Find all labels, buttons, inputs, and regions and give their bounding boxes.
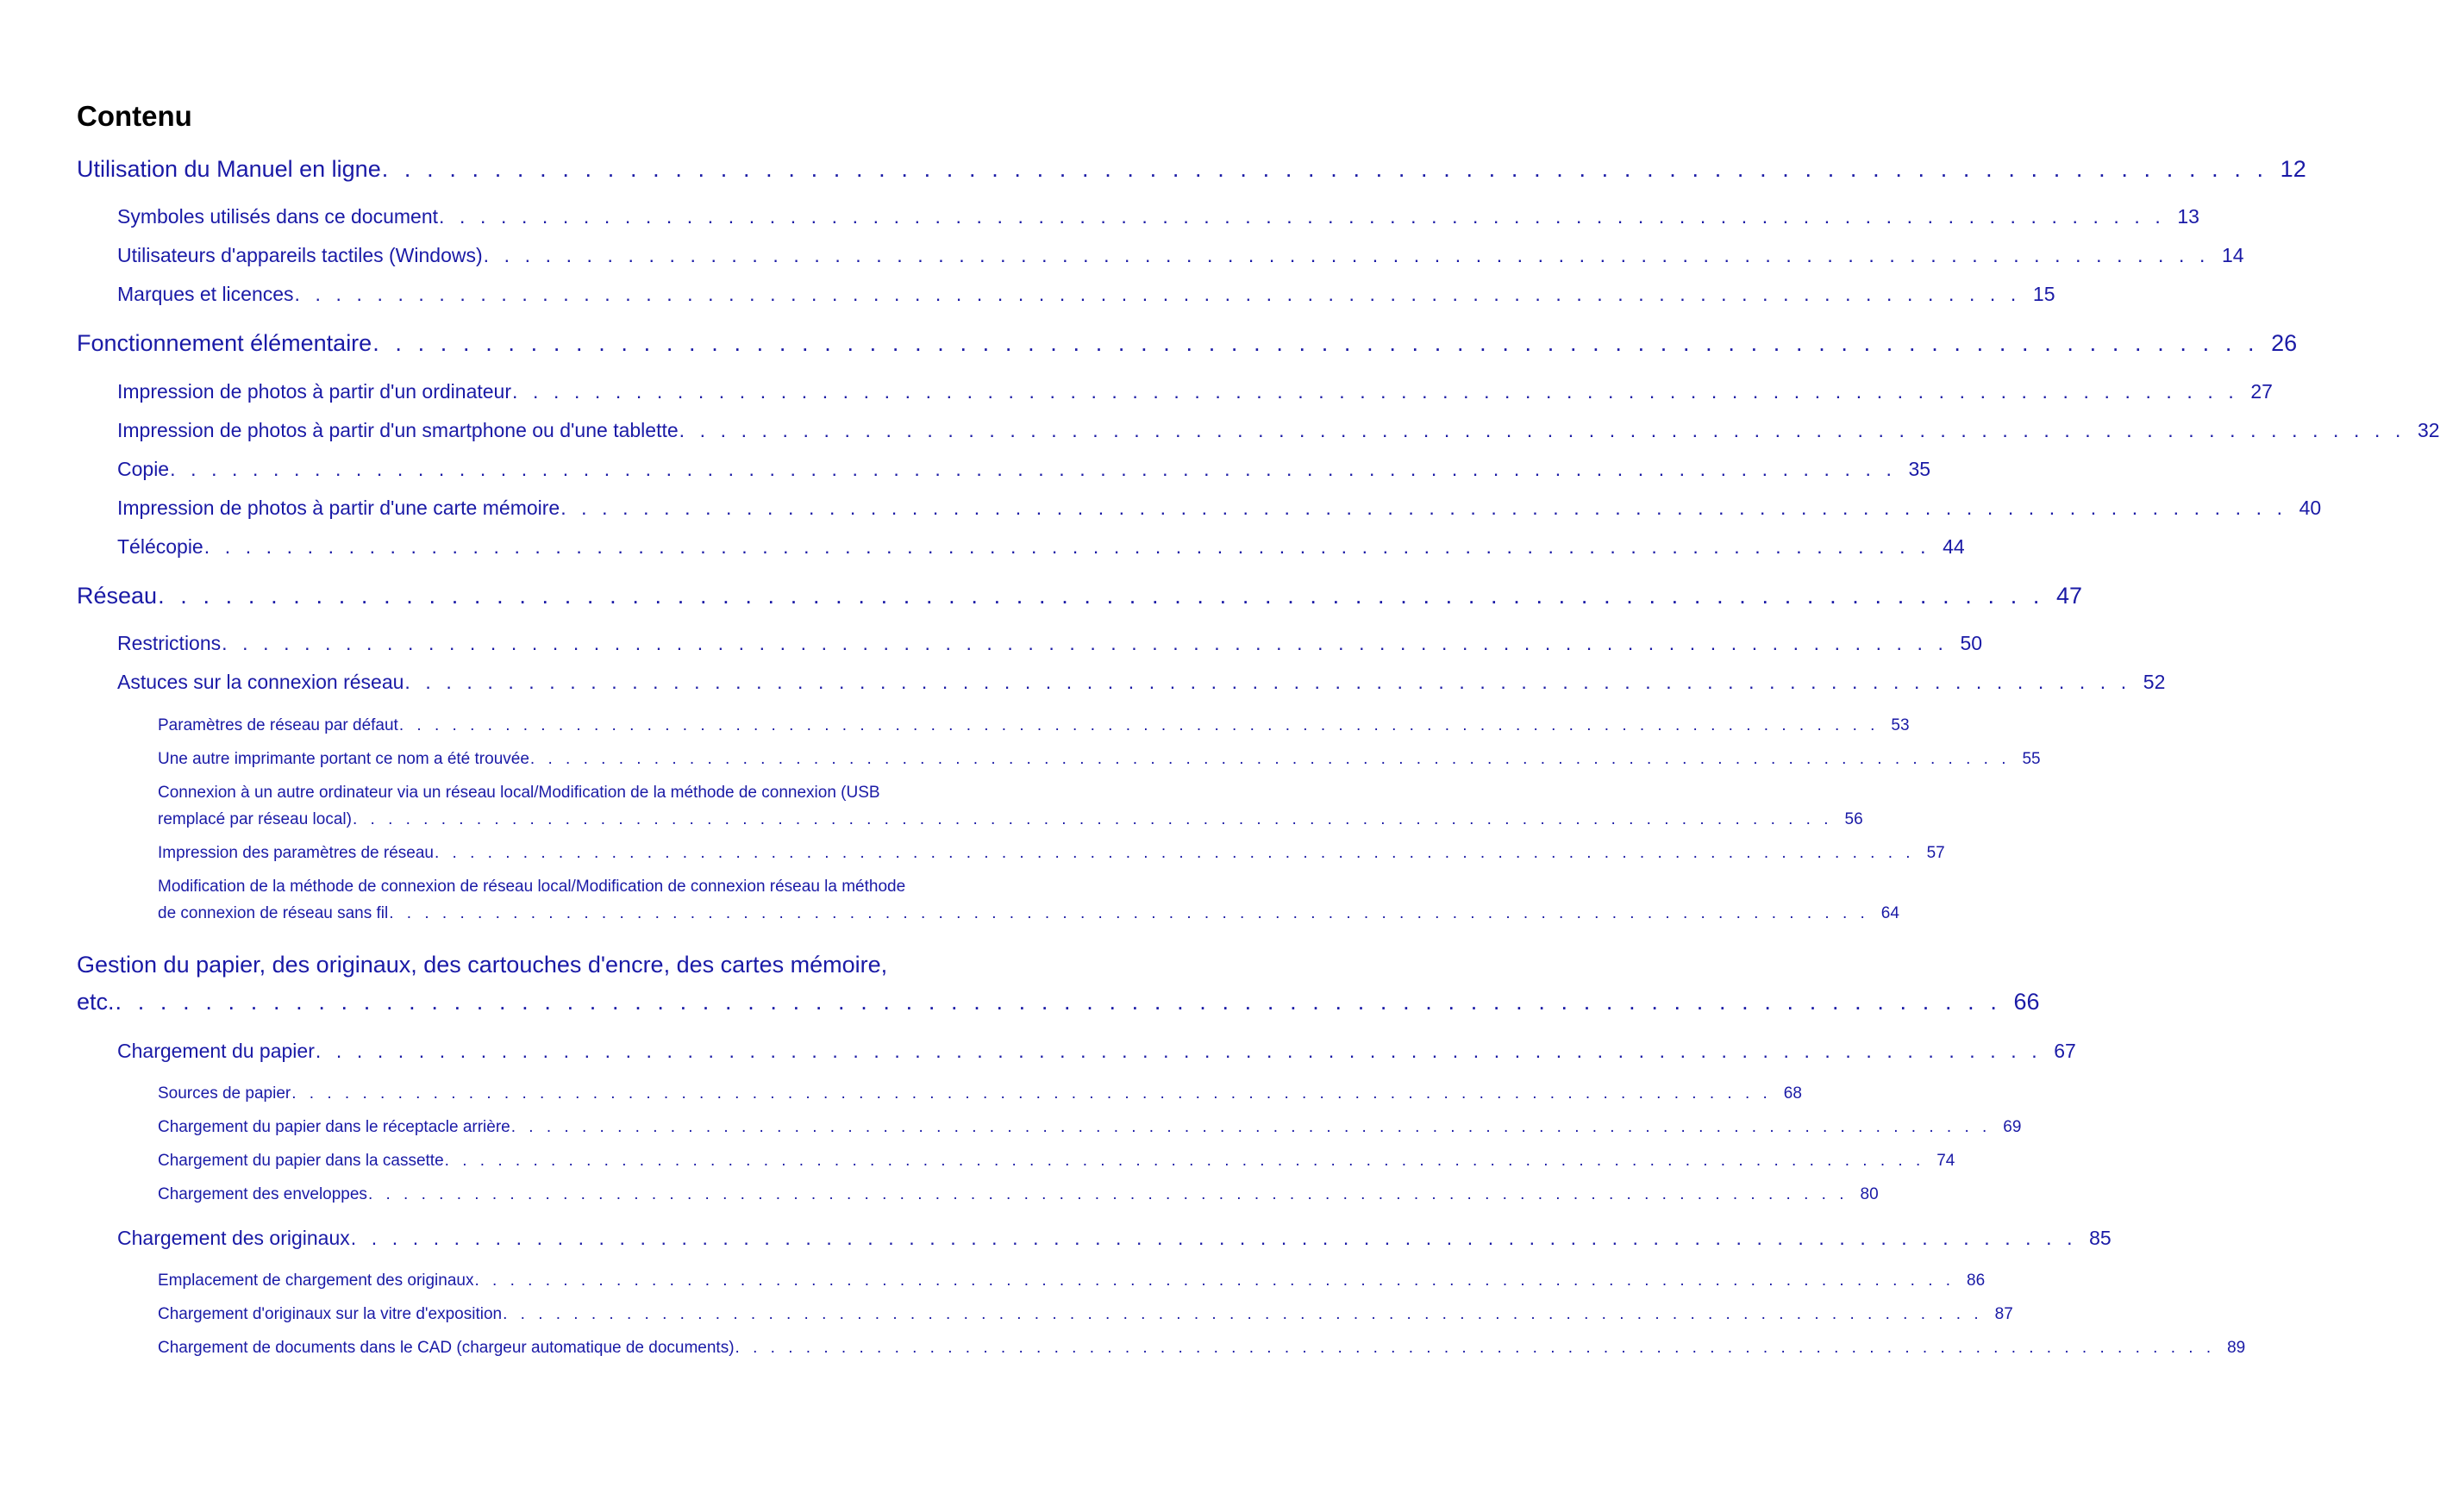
toc-entry-modification-methode-line1[interactable]: Modification de la méthode de connexion de réseau local/Modification de connexion réseau la méthode bbox=[158, 878, 906, 896]
toc-page-number: 50 bbox=[1960, 632, 1983, 654]
toc-page-number: 67 bbox=[2054, 1040, 2076, 1062]
toc-entry-gestion-papier-line1[interactable]: Gestion du papier, des originaux, des cartouches d'encre, des cartes mémoire, bbox=[77, 952, 888, 978]
toc-entry-symboles[interactable] bbox=[117, 205, 2199, 228]
toc-entry-label: remplacé par réseau local) bbox=[158, 810, 352, 828]
toc-entry-label: Chargement des enveloppes bbox=[158, 1185, 367, 1203]
toc-entry-copie[interactable] bbox=[117, 458, 1931, 481]
toc-entry-label: Chargement du papier bbox=[117, 1040, 315, 1062]
toc-entry-label: Impression de photos à partir d'une carte mémoire bbox=[117, 497, 560, 519]
toc-entry-photos-smartphone[interactable] bbox=[117, 419, 2440, 442]
toc-entry-label: Copie bbox=[117, 458, 170, 480]
toc-leader-dots: . . . . . . . . . . . . . . . . . . . . . . . . . . . . . . . . . . . . . . . . . . . . . . . . . . . . . . . . . . . . . . . . . . . . . . . . . . . . . . . . . . . . bbox=[439, 205, 2166, 228]
toc-leader-dots: . . . . . . . . . . . . . . . . . . . . . . . . . . . . . . . . . . . . . . . . . . . . . . . . . . . . . . . . . . . . . . . . . . . . . . . . . . . . . . . . . . . . bbox=[389, 904, 1869, 922]
toc-leader-dots: . . . . . . . . . . . . . . . . . . . . . . . . . . . . . . . . . . . . . . . . . . . . . . . . . . . . . . . . . . . . . . . . . . . . . . . . . . . . . . . . . . . . bbox=[510, 1118, 1992, 1136]
toc-leader-dots: . . . . . . . . . . . . . . . . . . . . . . . . . . . . . . . . . . . . . . . . . . . . . . . . . . . . . . . . . . . . . . . . . . . . . . . . . . . . . . . . . . . . bbox=[735, 1339, 2216, 1357]
toc-page-number: 66 bbox=[2013, 989, 2040, 1015]
toc-entry-chargement-originaux[interactable] bbox=[117, 1227, 2112, 1250]
toc-leader-dots: . . . . . . . . . . . . . . . . . . . . . . . . . . . . . . . . . . . . . . . . . . . . . . . . . . . . . . . . . . . . . . . . . . . . . . . . . . . . . . . . . . . . bbox=[444, 1152, 1925, 1170]
toc-entry-fonctionnement[interactable] bbox=[77, 330, 2298, 357]
toc-leader-dots: . . . . . . . . . . . . . . . . . . . . . . . . . . . . . . . . . . . . . . . . . . . . . . . . . . . . . . . . . . . . . . . . . . . . . . . . . . . . . . . . . . . . bbox=[372, 330, 2260, 356]
toc-heading: Contenu bbox=[77, 100, 192, 132]
toc-page-number: 40 bbox=[2299, 497, 2322, 519]
toc-page-number: 64 bbox=[1880, 904, 1899, 922]
toc-entry-vitre-exposition[interactable] bbox=[158, 1305, 2013, 1324]
toc-leader-dots: . . . . . . . . . . . . . . . . . . . . . . . . . . . . . . . . . . . . . . . . . . . . . . . . . . . . . . . . . . . . . . . . . . . . . . . . . . . . . . . . . . . . bbox=[158, 583, 2045, 609]
toc-leader-dots: . . . . . . . . . . . . . . . . . . . . . . . . . . . . . . . . . . . . . . . . . . . . . . . . . . . . . . . . . . . . . . . . . . . . . . . . . . . . . . . . . . . . bbox=[398, 716, 1880, 734]
toc-page-number: 87 bbox=[1994, 1305, 2013, 1323]
toc-entry-label: Chargement des originaux bbox=[117, 1227, 350, 1249]
toc-entry-label: Fonctionnement élémentaire bbox=[77, 330, 372, 356]
toc-entry-carte-memoire[interactable] bbox=[117, 497, 2322, 520]
toc-entry-label: Impression de photos à partir d'un ordinateur bbox=[117, 380, 511, 403]
toc-entry-label: Chargement du papier dans le réceptacle arrière bbox=[158, 1118, 510, 1136]
toc-entry-label: Impression de photos à partir d'un smartphone ou d'une tablette bbox=[117, 419, 679, 441]
toc-page-number: 47 bbox=[2056, 583, 2083, 609]
toc-leader-dots: . . . . . . . . . . . . . . . . . . . . . . . . . . . . . . . . . . . . . . . . . . . . . . . . . . . . . . . . . . . . . . . . . . . . . . . . . . . . . . . . . . . . bbox=[222, 632, 1949, 654]
toc-entry-label: de connexion de réseau sans fil bbox=[158, 904, 389, 922]
toc-leader-dots: . . . . . . . . . . . . . . . . . . . . . . . . . . . . . . . . . . . . . . . . . . . . . . . . . . . . . . . . . . . . . . . . . . . . . . . . . . . . . . . . . . . . bbox=[404, 671, 2131, 693]
toc-entry-impression-parametres[interactable] bbox=[158, 844, 1945, 863]
toc-entry-label: Astuces sur la connexion réseau bbox=[117, 671, 404, 693]
toc-leader-dots: . . . . . . . . . . . . . . . . . . . . . . . . . . . . . . . . . . . . . . . . . . . . . . . . . . . . . . . . . . . . . . . . . . . . . . . . . . . . . . . . . . . . bbox=[350, 1227, 2078, 1249]
toc-entry-label: etc. bbox=[77, 989, 115, 1015]
toc-entry-restrictions[interactable] bbox=[117, 632, 1983, 655]
toc-leader-dots: . . . . . . . . . . . . . . . . . . . . . . . . . . . . . . . . . . . . . . . . . . . . . . . . . . . . . . . . . . . . . . . . . . . . . . . . . . . . . . . . . . . . bbox=[474, 1271, 1955, 1290]
toc-entry-enveloppes[interactable] bbox=[158, 1185, 1879, 1204]
toc-leader-dots: . . . . . . . . . . . . . . . . . . . . . . . . . . . . . . . . . . . . . . . . . . . . . . . . . . . . . . . . . . . . . . . . . . . . . . . . . . . . . . . . . . . . bbox=[512, 380, 2239, 403]
toc-page-number: 80 bbox=[1860, 1185, 1879, 1203]
toc-entry-chargement-papier[interactable] bbox=[117, 1040, 2076, 1063]
toc-entry-connexion-autre-ordinateur[interactable] bbox=[158, 810, 1863, 829]
toc-entry-label: Impression des paramètres de réseau bbox=[158, 844, 434, 862]
toc-page-number: 35 bbox=[1908, 458, 1931, 480]
toc-entry-label: Chargement du papier dans la cassette bbox=[158, 1152, 444, 1170]
toc-entry-receptacle-arriere[interactable] bbox=[158, 1118, 2022, 1137]
toc-leader-dots: . . . . . . . . . . . . . . . . . . . . . . . . . . . . . . . . . . . . . . . . . . . . . . . . . . . . . . . . . . . . . . . . . . . . . . . . . . . . . . . . . . . . bbox=[170, 458, 1897, 480]
toc-entry-emplacement-chargement[interactable] bbox=[158, 1271, 1986, 1290]
toc-leader-dots: . . . . . . . . . . . . . . . . . . . . . . . . . . . . . . . . . . . . . . . . . . . . . . . . . . . . . . . . . . . . . . . . . . . . . . . . . . . . . . . . . . . . bbox=[503, 1305, 1983, 1323]
toc-leader-dots: . . . . . . . . . . . . . . . . . . . . . . . . . . . . . . . . . . . . . . . . . . . . . . . . . . . . . . . . . . . . . . . . . . . . . . . . . . . . . . . . . . . . bbox=[352, 810, 1833, 828]
toc-page-number: 14 bbox=[2222, 244, 2244, 266]
toc-leader-dots: . . . . . . . . . . . . . . . . . . . . . . . . . . . . . . . . . . . . . . . . . . . . . . . . . . . . . . . . . . . . . . . . . . . . . . . . . . . . . . . . . . . . bbox=[560, 497, 2287, 519]
toc-entry-label: Sources de papier bbox=[158, 1084, 291, 1103]
toc-entry-label: Symboles utilisés dans ce document bbox=[117, 205, 439, 228]
toc-entry-autre-imprimante[interactable] bbox=[158, 750, 2041, 769]
toc-leader-dots: . . . . . . . . . . . . . . . . . . . . . . . . . . . . . . . . . . . . . . . . . . . . . . . . . . . . . . . . . . . . . . . . . . . . . . . . . . . . . . . . . . . . bbox=[203, 535, 1931, 558]
toc-leader-dots: . . . . . . . . . . . . . . . . . . . . . . . . . . . . . . . . . . . . . . . . . . . . . . . . . . . . . . . . . . . . . . . . . . . . . . . . . . . . . . . . . . . . bbox=[115, 989, 2002, 1015]
toc-leader-dots: . . . . . . . . . . . . . . . . . . . . . . . . . . . . . . . . . . . . . . . . . . . . . . . . . . . . . . . . . . . . . . . . . . . . . . . . . . . . . . . . . . . . bbox=[367, 1185, 1849, 1203]
toc-entry-marques-licences[interactable] bbox=[117, 283, 2055, 306]
toc-entry-label: Une autre imprimante portant ce nom a été trouvée bbox=[158, 750, 529, 768]
toc-page-number: 52 bbox=[2143, 671, 2166, 693]
toc-entry-label: Chargement d'originaux sur la vitre d'exposition bbox=[158, 1305, 503, 1323]
toc-page-number: 44 bbox=[1943, 535, 1965, 558]
toc-leader-dots: . . . . . . . . . . . . . . . . . . . . . . . . . . . . . . . . . . . . . . . . . . . . . . . . . . . . . . . . . . . . . . . . . . . . . . . . . . . . . . . . . . . . bbox=[294, 283, 2021, 305]
toc-entry-utilisation-manuel[interactable] bbox=[77, 156, 2306, 183]
toc-entry-label: Marques et licences bbox=[117, 283, 294, 305]
toc-entry-gestion-papier[interactable] bbox=[77, 989, 2040, 1015]
toc-entry-label: Chargement de documents dans le CAD (chargeur automatique de documents) bbox=[158, 1339, 735, 1357]
toc-page-number: 26 bbox=[2271, 330, 2298, 356]
toc-entry-reseau[interactable] bbox=[77, 583, 2083, 609]
toc-entry-label: Paramètres de réseau par défaut bbox=[158, 716, 398, 734]
toc-entry-label: Utilisateurs d'appareils tactiles (Windows) bbox=[117, 244, 483, 266]
toc-leader-dots: . . . . . . . . . . . . . . . . . . . . . . . . . . . . . . . . . . . . . . . . . . . . . . . . . . . . . . . . . . . . . . . . . . . . . . . . . . . . . . . . . . . . bbox=[435, 844, 1915, 862]
toc-entry-cassette[interactable] bbox=[158, 1152, 1955, 1171]
toc-leader-dots: . . . . . . . . . . . . . . . . . . . . . . . . . . . . . . . . . . . . . . . . . . . . . . . . . . . . . . . . . . . . . . . . . . . . . . . . . . . . . . . . . . . . bbox=[679, 419, 2406, 441]
toc-entry-label: Réseau bbox=[77, 583, 158, 609]
toc-page-number: 74 bbox=[1936, 1152, 1955, 1170]
toc-leader-dots: . . . . . . . . . . . . . . . . . . . . . . . . . . . . . . . . . . . . . . . . . . . . . . . . . . . . . . . . . . . . . . . . . . . . . . . . . . . . . . . . . . . . bbox=[529, 750, 2011, 768]
toc-leader-dots: . . . . . . . . . . . . . . . . . . . . . . . . . . . . . . . . . . . . . . . . . . . . . . . . . . . . . . . . . . . . . . . . . . . . . . . . . . . . . . . . . . . . bbox=[483, 244, 2211, 266]
toc-page-number: 57 bbox=[1926, 844, 1945, 862]
toc-entry-parametres-defaut[interactable] bbox=[158, 716, 1910, 735]
toc-entry-connexion-autre-ordinateur-line1[interactable]: Connexion à un autre ordinateur via un réseau local/Modification de la méthode de connexion (USB bbox=[158, 784, 880, 802]
toc-page-number: 53 bbox=[1891, 716, 1910, 734]
toc-entry-appareils-tactiles[interactable] bbox=[117, 244, 2244, 267]
toc-page-number: 68 bbox=[1783, 1084, 1802, 1103]
toc-page-number: 69 bbox=[2003, 1118, 2022, 1136]
toc-entry-astuces-connexion[interactable] bbox=[117, 671, 2166, 694]
toc-page-number: 13 bbox=[2177, 205, 2199, 228]
toc-entry-label: Emplacement de chargement des originaux bbox=[158, 1271, 474, 1290]
toc-leader-dots: . . . . . . . . . . . . . . . . . . . . . . . . . . . . . . . . . . . . . . . . . . . . . . . . . . . . . . . . . . . . . . . . . . . . . . . . . . . . . . . . . . . . bbox=[315, 1040, 2043, 1062]
toc-page-number: 12 bbox=[2280, 156, 2306, 182]
toc-entry-telecopie[interactable] bbox=[117, 535, 1965, 559]
toc-leader-dots: . . . . . . . . . . . . . . . . . . . . . . . . . . . . . . . . . . . . . . . . . . . . . . . . . . . . . . . . . . . . . . . . . . . . . . . . . . . . . . . . . . . . bbox=[381, 156, 2268, 182]
toc-leader-dots: . . . . . . . . . . . . . . . . . . . . . . . . . . . . . . . . . . . . . . . . . . . . . . . . . . . . . . . . . . . . . . . . . . . . . . . . . . . . . . . . . . . . bbox=[291, 1084, 1772, 1103]
toc-page-number: 32 bbox=[2418, 419, 2440, 441]
toc-entry-photos-ordinateur[interactable] bbox=[117, 380, 2273, 403]
toc-page-number: 85 bbox=[2089, 1227, 2112, 1249]
toc-page-number: 56 bbox=[1844, 810, 1863, 828]
toc-entry-sources-papier[interactable] bbox=[158, 1084, 1802, 1103]
toc-entry-cad[interactable] bbox=[158, 1339, 2246, 1358]
toc-entry-label: Télécopie bbox=[117, 535, 203, 558]
toc-page-number: 55 bbox=[2022, 750, 2041, 768]
toc-page-number: 15 bbox=[2032, 283, 2055, 305]
toc-page-number: 89 bbox=[2227, 1339, 2246, 1357]
toc-entry-label: Utilisation du Manuel en ligne bbox=[77, 156, 381, 182]
toc-entry-modification-methode[interactable] bbox=[158, 904, 1899, 923]
toc-page-number: 27 bbox=[2250, 380, 2273, 403]
toc-entry-label: Restrictions bbox=[117, 632, 222, 654]
toc-page-number: 86 bbox=[1967, 1271, 1986, 1290]
